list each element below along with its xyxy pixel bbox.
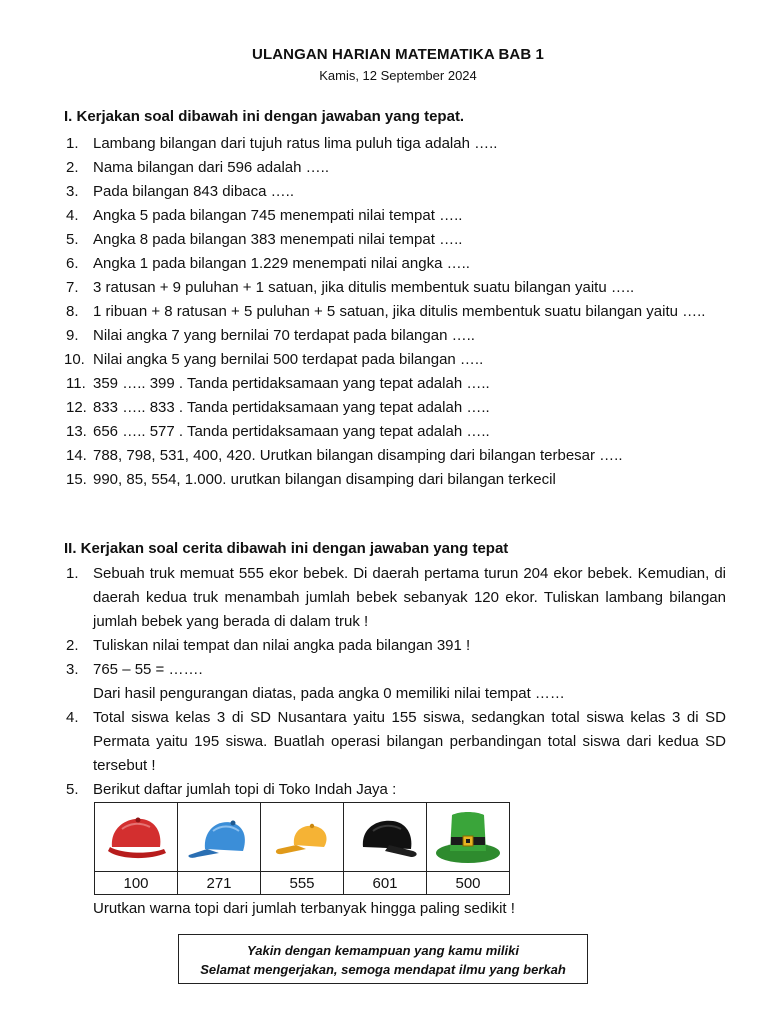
question-item: 3. Pada bilangan 843 dibaca ….. (66, 183, 294, 200)
red-cap-icon (100, 809, 172, 865)
question-item: 10. Nilai angka 5 yang bernilai 500 terdapat pada bilangan ….. (64, 351, 484, 368)
section-2-heading: II. Kerjakan soal cerita dibawah ini dengan jawaban yang tepat (64, 540, 509, 557)
question-item: 6. Angka 1 pada bilangan 1.229 menempati nilai angka ….. (66, 255, 470, 272)
hat-count: 500 (427, 872, 510, 895)
hat-cell (95, 803, 178, 872)
story-question-item: 1. Sebuah truk memuat 555 ekor bebek. Di daerah pertama turun 204 ekor bebek. Kemudian, di daerah kedua truk menambah jumlah bebek sebanyak 120 ekor. Tuliskan lambang bilangan jumlah bebek yang berada di dalam truk ! (66, 565, 726, 630)
hat-count: 601 (344, 872, 427, 895)
question-item: 7. 3 ratusan + 9 puluhan + 1 satuan, jika ditulis membentuk suatu bilangan yaitu ….. (66, 279, 635, 296)
motivation-box (178, 934, 588, 984)
story-question-item: 3. 765 – 55 = ……. Dari hasil pengurangan diatas, pada angka 0 memiliki nilai tempat …… (66, 661, 565, 702)
exam-date: Kamis, 12 September 2024 (319, 68, 477, 83)
hat-cell (344, 803, 427, 872)
motivation-line-1: Yakin dengan kemampuan yang kamu miliki (247, 943, 519, 958)
question-item: 11. 359 ….. 399 . Tanda pertidaksamaan yang tepat adalah ….. (66, 375, 490, 392)
hat-image-row (95, 803, 510, 872)
question-item: 14. 788, 798, 531, 400, 420. Urutkan bilangan disamping dari bilangan terbesar ….. (66, 447, 623, 464)
green-top-hat-icon (432, 807, 504, 867)
question-item: 1. Lambang bilangan dari tujuh ratus lima puluh tiga adalah ….. (66, 135, 498, 152)
hat-count: 555 (261, 872, 344, 895)
section-1-question-list (64, 132, 726, 492)
black-cap-icon (349, 809, 421, 865)
question-item: 15. 990, 85, 554, 1.000. urutkan bilangan disamping dari bilangan terkecil (66, 471, 556, 488)
hat-cell (261, 803, 344, 872)
hat-count-table (94, 802, 510, 895)
hat-count: 271 (178, 872, 261, 895)
hat-instruction: Urutkan warna topi dari jumlah terbanyak hingga paling sedikit ! (93, 900, 515, 917)
question-item: 9. Nilai angka 7 yang bernilai 70 terdapat pada bilangan ….. (66, 327, 475, 344)
yellow-cap-icon (266, 809, 338, 865)
story-question-item: 5. Berikut daftar jumlah topi di Toko Indah Jaya : (66, 781, 397, 798)
motivation-line-2: Selamat mengerjakan, semoga mendapat ilmu yang berkah (200, 962, 566, 977)
story-question-item: 2. Tuliskan nilai tempat dan nilai angka pada bilangan 391 ! (66, 637, 471, 654)
question-item: 5. Angka 8 pada bilangan 383 menempati nilai tempat ….. (66, 231, 463, 248)
question-item: 8. 1 ribuan + 8 ratusan + 5 puluhan + 5 satuan, jika ditulis membentuk suatu bilangan yaitu ….. (66, 303, 706, 320)
story-question-item: 4. Total siswa kelas 3 di SD Nusantara yaitu 155 siswa, sedangkan total siswa kelas 3 di SD Permata yaitu 195 siswa. Buatlah operasi bilangan perbandingan total siswa dari kedua SD tersebut ! (66, 709, 726, 774)
question-item: 2. Nama bilangan dari 596 adalah ….. (66, 159, 329, 176)
hat-value-row (95, 872, 510, 895)
section-1-heading: I. Kerjakan soal dibawah ini dengan jawaban yang tepat. (64, 108, 465, 125)
question-item: 13. 656 ….. 577 . Tanda pertidaksamaan yang tepat adalah ….. (66, 423, 490, 440)
exam-title: ULANGAN HARIAN MATEMATIKA BAB 1 (252, 46, 544, 63)
question-item: 12. 833 ….. 833 . Tanda pertidaksamaan yang tepat adalah ….. (66, 399, 490, 416)
question-item: 4. Angka 5 pada bilangan 745 menempati nilai tempat ….. (66, 207, 463, 224)
story-question-subtext: Dari hasil pengurangan diatas, pada angka 0 memiliki nilai tempat …… (93, 685, 565, 702)
hat-cell (178, 803, 261, 872)
blue-cap-icon (183, 809, 255, 865)
hat-cell (427, 803, 510, 872)
hat-count: 100 (95, 872, 178, 895)
section-2-question-list (64, 562, 726, 802)
